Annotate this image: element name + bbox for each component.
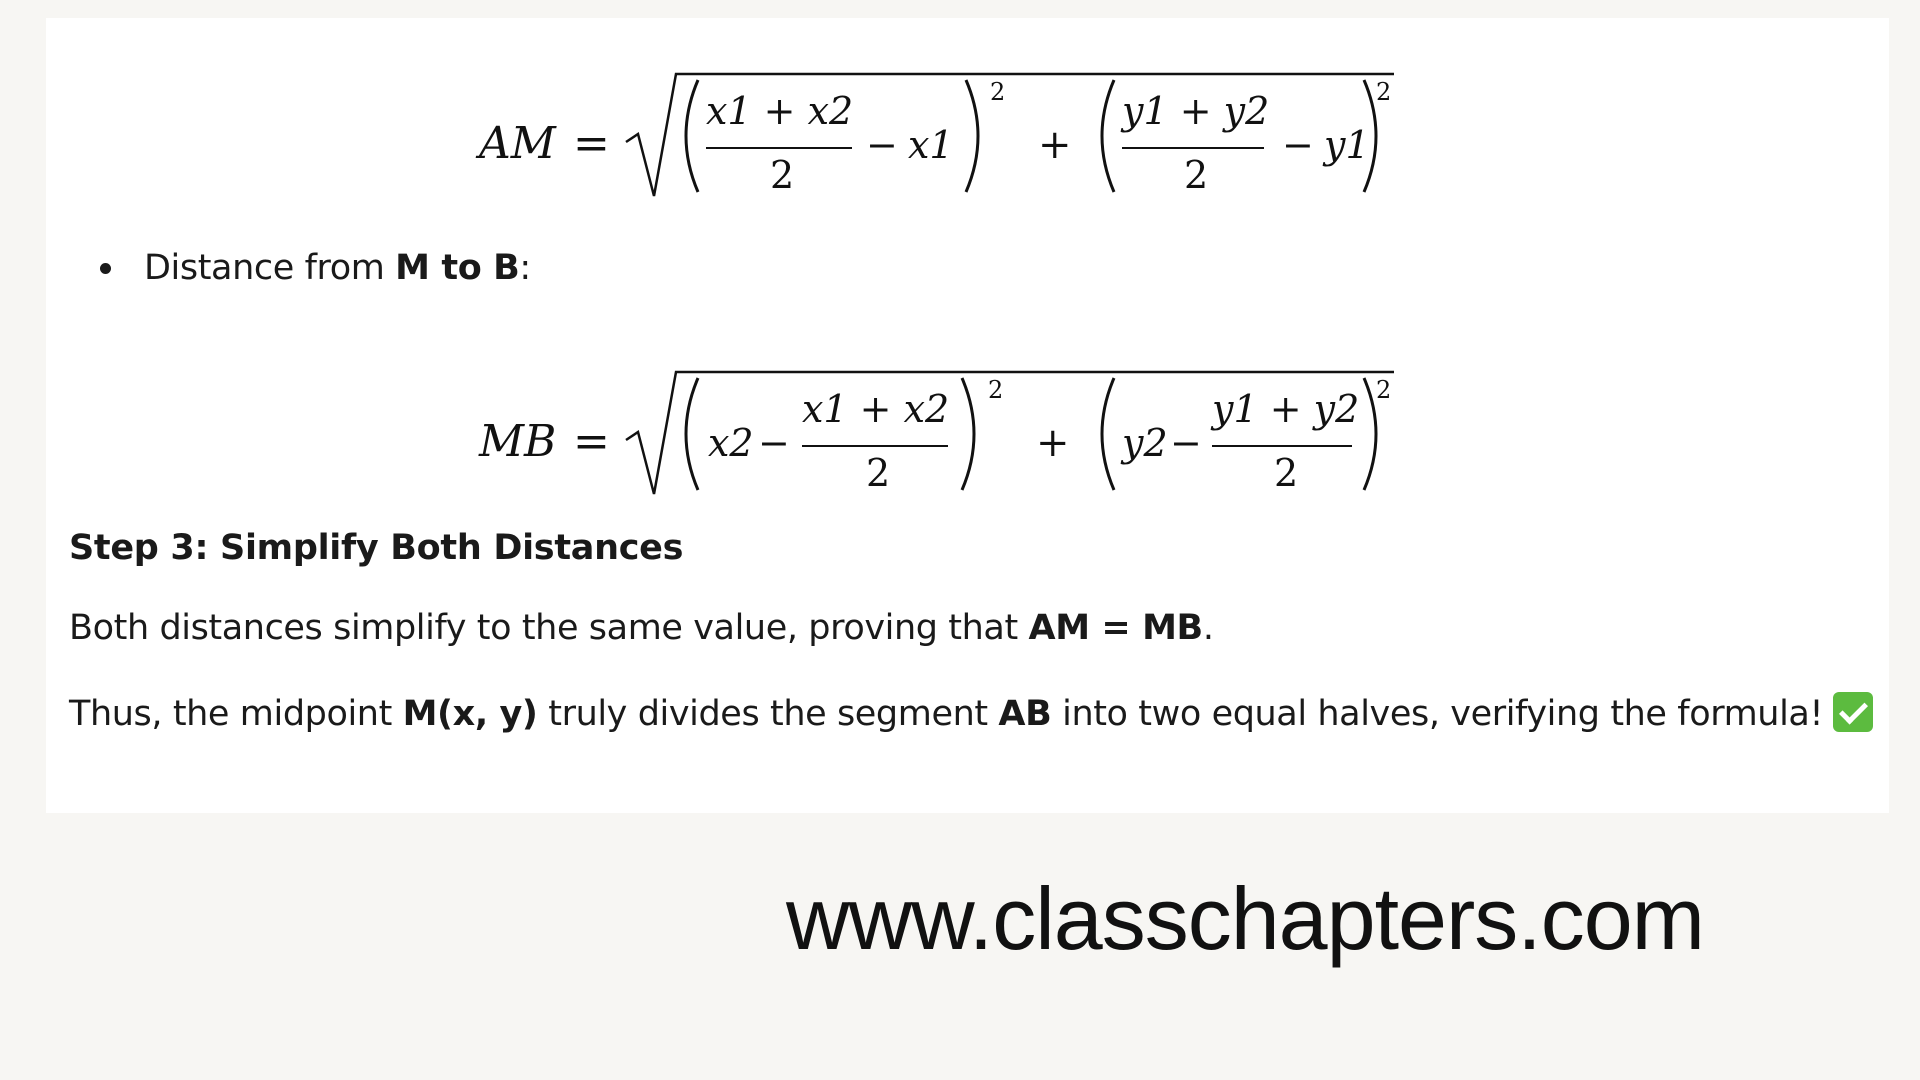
- eq-mb-lhs: MB: [479, 416, 557, 467]
- eq-am-frac1-den: 2: [770, 153, 795, 197]
- bullet-suffix: :: [519, 248, 531, 288]
- eq-am-term1: x1: [908, 123, 954, 167]
- eq-am-plus: +: [1038, 122, 1072, 168]
- eq-mb-minus1: −: [758, 421, 790, 465]
- equation-mb: [46, 346, 1889, 496]
- eq-mb-pow2: 2: [1376, 376, 1392, 404]
- eq-mb-term2: y2: [1122, 421, 1168, 465]
- eq-mb-minus2: −: [1170, 421, 1202, 465]
- eq-am-frac2-num: y1 + y2: [1122, 89, 1270, 133]
- paren-open-icon: [1102, 80, 1114, 192]
- check-mark-icon: [1833, 692, 1873, 732]
- eq-am-minus1: −: [866, 123, 898, 167]
- paren-open-icon: [686, 378, 698, 490]
- eq-am-equals: =: [573, 118, 610, 169]
- bullet-bold: M to B: [395, 248, 520, 288]
- eq-mb-frac2-den: 2: [1274, 451, 1299, 495]
- eq-am-frac1-num: x1 + x2: [706, 89, 854, 133]
- para-conclusion: [69, 692, 1873, 734]
- content-card: [46, 18, 1889, 813]
- para1-suffix: .: [1202, 608, 1214, 648]
- para2-prefix: Thus, the midpoint: [69, 694, 403, 734]
- eq-mb-frac1-num: x1 + x2: [802, 387, 950, 431]
- bullet-distance-mb: [100, 246, 531, 290]
- eq-am-pow2: 2: [1376, 78, 1392, 106]
- para2-bold-midpoint: M(x, y): [402, 694, 538, 734]
- eq-am-term2: y1: [1324, 123, 1370, 167]
- eq-mb-pow1: 2: [988, 376, 1004, 404]
- bullet-icon: [100, 263, 111, 274]
- para2-suffix: into two equal halves, verifying the formula!: [1051, 694, 1824, 734]
- eq-am-frac2-den: 2: [1184, 153, 1209, 197]
- para1-prefix: Both distances simplify to the same value, proving that: [69, 608, 1029, 648]
- paren-open-icon: [1102, 378, 1114, 490]
- para1-bold: AM = MB: [1028, 608, 1203, 648]
- eq-mb-frac1-den: 2: [866, 451, 891, 495]
- eq-mb-equals: =: [573, 416, 610, 467]
- eq-am-minus2: −: [1282, 123, 1314, 167]
- para-both-distances: [69, 608, 1214, 648]
- para2-bold-ab: AB: [998, 694, 1052, 734]
- paren-close-icon: [966, 80, 978, 192]
- equation-mb-svg: [46, 346, 1889, 496]
- eq-mb-plus: +: [1036, 420, 1070, 466]
- paren-close-icon: [1364, 378, 1376, 490]
- eq-am-pow1: 2: [990, 78, 1006, 106]
- eq-mb-term1: x2: [708, 421, 754, 465]
- step3-heading: Step 3: Simplify Both Distances: [69, 528, 684, 568]
- bullet-prefix: Distance from: [144, 248, 396, 288]
- bullet-text: [144, 246, 531, 290]
- equation-am: [46, 48, 1889, 198]
- equation-am-svg: [46, 48, 1889, 198]
- para2-middle: truly divides the segment: [537, 694, 999, 734]
- eq-mb-frac2-num: y1 + y2: [1212, 387, 1360, 431]
- eq-am-lhs: AM: [479, 118, 556, 169]
- paren-close-icon: [962, 378, 974, 490]
- website-url: www.classchapters.com: [786, 869, 1704, 968]
- paren-open-icon: [686, 80, 698, 192]
